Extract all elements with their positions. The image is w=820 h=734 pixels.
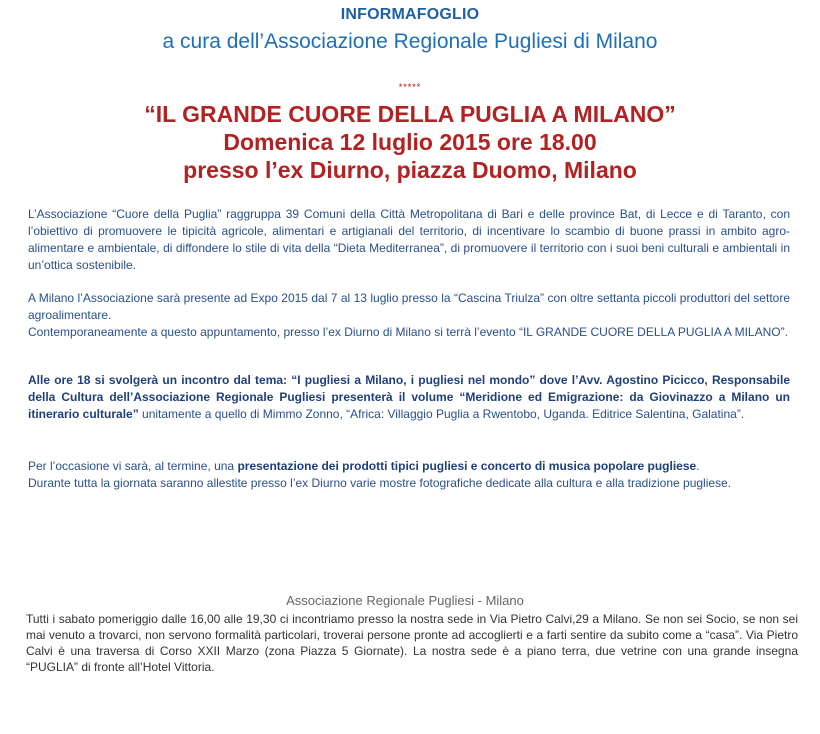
paragraph-event-text: Contemporaneamente a questo appuntamento, presso l’ex Diurno di Milano si terrà l’evento “IL GRANDE CUORE DELLA PUGLIA A MILANO”. [28, 325, 788, 339]
separator-stars: ***** [398, 82, 422, 92]
header-title: INFORMAFOGLIO [340, 6, 480, 23]
meeting-bold-text: Alle ore 18 si svolgerà un incontro dal tema: “I pugliesi a Milano, i pugliesi nel mondo” dove l’Avv. Agostino Picicco, Responsabile della Cultura dell’Associazione Regionale Pugliesi presenterà il volume “Meridione ed Emigrazione: da Giovinazzo a Milano un itinerario culturale” [28, 373, 790, 421]
paragraph-occasion [28, 458, 790, 492]
event-name: “IL GRANDE CUORE DELLA PUGLIA A MILANO” [144, 101, 676, 127]
paragraph-expo [28, 290, 790, 341]
exhibitions-text: Durante tutta la giornata saranno allestite presso l’ex Diurno varie mostre fotografiche dedicate alla cultura e alla tradizione pugliese. [28, 476, 732, 490]
header-subtitle: a cura dell’Associazione Regionale Pugliesi di Milano [162, 30, 658, 53]
occasion-line [28, 458, 790, 475]
footer-text: Tutti i sabato pomeriggio dalle 16,00 alle 19,30 ci incontriamo presso la nostra sede in Via Pietro Calvi,29 a Milano. Se non sei Socio, se non sei mai venuto a trovarci, non servono formalità particolari, troverai persone pronte ad accoglierti e a farti sentire da subito come a “casa”. Via Pietro Calvi è una traversa di Corso XXII Marzo (zona Piazza 5 Giornate). La nostra sede è a piano terra, due vetrine con una grande insegna “PUGLIA” di fronte all’Hotel Vittoria. [26, 612, 798, 674]
paragraph-association: L’Associazione “Cuore della Puglia” raggruppa 39 Comuni della Città Metropolitana di Bari e delle province Bat, di Lecce e di Taranto, con l’obiettivo di promuovere le tipicità agricole, alimentari e artigianali del territorio, di incentivare lo scambio di buone prassi in ambito agro-alimentare e ambientale, di diffondere lo stile di vita della “Dieta Mediterranea”, di promuovere il territorio con i suoi beni culturali e ambientali in un’ottica sostenibile. [28, 207, 790, 272]
paragraph-expo-text: A Milano l’Associazione sarà presente ad Expo 2015 dal 7 al 13 luglio presso la “Cascina Triulza” con oltre settanta piccoli produttori del settore agroalimentare. [28, 291, 790, 322]
meeting-rest-text: unitamente a quello di Mimmo Zonno, “Africa: Villaggio Puglia a Rwentobo, Uganda. Editrice Salentina, Galatina”. [138, 407, 745, 421]
paragraph-meeting [28, 372, 790, 423]
occasion-bold-text: presentazione dei prodotti tipici pugliesi e concerto di musica popolare pugliese [237, 459, 697, 473]
footer-title: Associazione Regionale Pugliesi - Milano [286, 593, 524, 608]
occasion-start-text: Per l’occasione vi sarà, al termine, una [28, 459, 238, 473]
event-heading [0, 100, 820, 184]
event-place: presso l’ex Diurno, piazza Duomo, Milano [183, 157, 637, 183]
event-date: Domenica 12 luglio 2015 ore 18.00 [223, 129, 597, 155]
occasion-end-text: . [696, 459, 700, 473]
